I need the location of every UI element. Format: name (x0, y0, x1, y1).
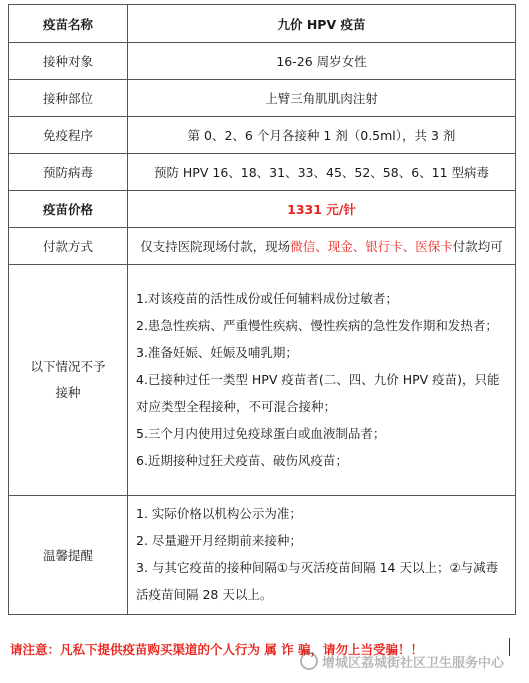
value-prevent: 预防 HPV 16、18、31、33、45、52、58、6、11 型病毒 (128, 154, 516, 191)
row-price (9, 191, 516, 228)
label-payment: 付款方式 (9, 228, 128, 265)
value-payment (128, 228, 516, 265)
contra-item: 2.患急性疾病、严重慢性疾病、慢性疾病的急性发作期和发热者； (136, 317, 498, 333)
label-schedule: 免疫程序 (9, 117, 128, 154)
label-target: 接种对象 (9, 43, 128, 80)
value-schedule: 第 0、2、6 个月各接种 1 剂（0.5ml），共 3 剂 (128, 117, 516, 154)
payment-medcard: 医保卡 (415, 239, 453, 254)
row-tips (9, 496, 516, 615)
contra-item: 6.近期接种过狂犬疫苗、破伤风疫苗； (136, 452, 348, 468)
fraud-notice: 请注意：凡私下提供疫苗购买渠道的个人行为 属 诈 骗，请勿上当受骗！！ (10, 642, 424, 657)
label-prevent: 预防病毒 (9, 154, 128, 191)
value-tips (128, 496, 516, 615)
watermark (300, 652, 504, 671)
row-payment (9, 228, 516, 265)
value-price-cell (128, 191, 516, 228)
contra-item: 1.对该疫苗的活性成份或任何辅料成份过敏者； (136, 290, 398, 306)
row-site (9, 80, 516, 117)
vaccine-info-sheet (8, 4, 516, 615)
watermark-text: 增城区荔城街社区卫生服务中心 (322, 656, 505, 671)
payment-sep-3: 、 (402, 239, 416, 254)
payment-bankcard: 银行卡 (365, 239, 403, 254)
contra-item: 4.已接种过任一类型 HPV 疫苗者(二、四、九价 HPV 疫苗)，只能对应类型全程接种，不可混合接种； (136, 371, 500, 414)
contra-item: 5.三个月内使用过免疫球蛋白或血液制品者； (136, 425, 386, 441)
tip-item: 3. 与其它疫苗的接种间隔①与灭活疫苗间隔 14 天以上；②与减毒活疫苗间隔 28 天以上。 (136, 560, 499, 602)
payment-prefix: 仅支持医院现场付款，现场 (140, 239, 291, 254)
watermark-logo-icon (300, 652, 318, 670)
payment-suffix: 付款均可 (452, 239, 503, 254)
payment-sep-1: 、 (315, 239, 328, 254)
tip-item: 2. 尽量避开月经期前来接种； (136, 533, 302, 548)
label-tips: 温馨提醒 (9, 496, 128, 615)
payment-sep-2: 、 (352, 239, 366, 254)
row-vaccine-name (9, 5, 516, 43)
value-contraindications (128, 265, 516, 496)
label-vaccine-name: 疫苗名称 (9, 5, 128, 43)
value-target: 16-26 周岁女性 (128, 43, 516, 80)
text-cursor (509, 638, 510, 656)
label-price: 疫苗价格 (9, 191, 128, 228)
value-vaccine-name: 九价 HPV 疫苗 (128, 5, 516, 43)
row-target (9, 43, 516, 80)
row-schedule (9, 117, 516, 154)
label-contraindications: 以下情况不予接种 (9, 265, 128, 496)
vaccine-info-table (8, 4, 516, 615)
label-site: 接种部位 (9, 80, 128, 117)
contra-item: 3.准备妊娠、妊娠及哺乳期； (136, 344, 298, 360)
payment-cash: 现金 (327, 239, 353, 254)
row-prevent (9, 154, 516, 191)
row-contraindications (9, 265, 516, 496)
value-price: 1331 元/针 (287, 202, 356, 217)
payment-wechat: 微信 (290, 239, 316, 254)
tip-item: 1. 实际价格以机构公示为准； (136, 506, 302, 521)
value-site: 上臂三角肌肌肉注射 (128, 80, 516, 117)
